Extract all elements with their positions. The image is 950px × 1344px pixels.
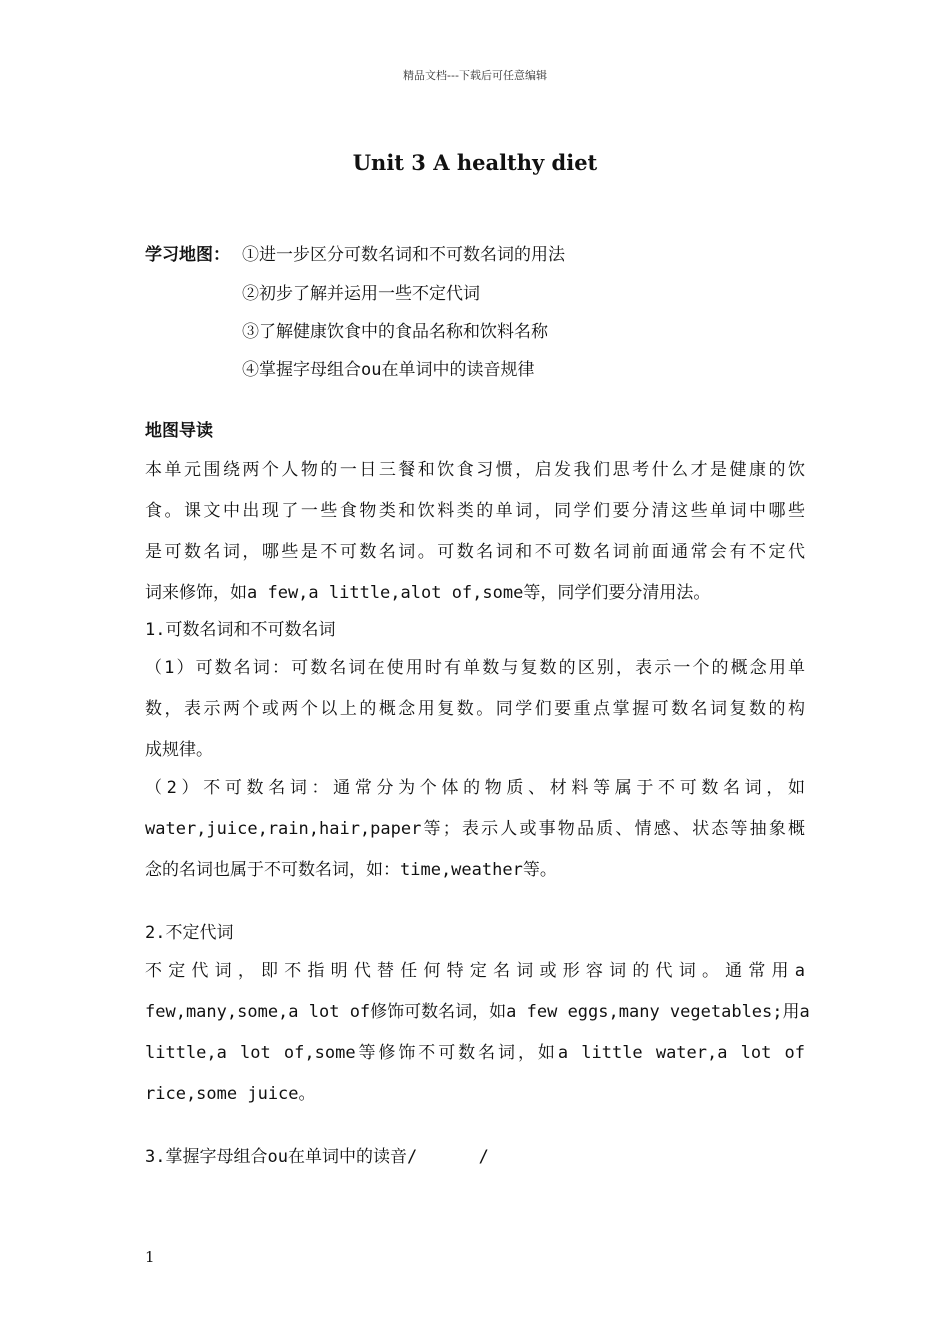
countable-line-2: 数，表示两个或两个以上的概念用复数。同学们要重点掌握可数名词复数的构 xyxy=(145,699,805,719)
page-title: Unit 3 A healthy diet xyxy=(352,150,598,175)
section2-heading: 2.不定代词 xyxy=(145,923,234,943)
page-header-note: 精品文档---下载后可任意编辑 xyxy=(403,69,547,82)
guide-intro-line-3: 是可数名词，哪些是不可数名词。可数名词和不可数名词前面通常会有不定代 xyxy=(145,542,805,562)
guide-intro-line-1: 本单元围绕两个人物的一日三餐和饮食习惯，启发我们思考什么才是健康的饮 xyxy=(145,460,805,480)
page-number: 1 xyxy=(145,1248,155,1266)
guide-intro-line-2: 食。课文中出现了一些食物类和饮料类的单词，同学们要分清这些单词中哪些 xyxy=(145,501,805,521)
countable-line-1: （1）可数名词：可数名词在使用时有单数与复数的区别，表示一个的概念用单 xyxy=(145,658,805,678)
study-map-item-1: ①进一步区分可数名词和不可数名词的用法 xyxy=(242,245,565,265)
section2-line-3: little,a lot of,some等修饰不可数名词，如a little water,a lot of xyxy=(145,1043,805,1063)
section2-line-4: rice,some juice。 xyxy=(145,1084,316,1104)
uncountable-line-1: （2）不可数名词：通常分为个体的物质、材料等属于不可数名词，如 xyxy=(145,778,805,798)
section1-heading: 1.可数名词和不可数名词 xyxy=(145,620,336,640)
guide-intro-line-4: 词来修饰，如a few,a little,alot of,some等，同学们要分清用法。 xyxy=(145,583,711,603)
guide-heading: 地图导读 xyxy=(145,421,213,441)
study-map-item-2: ②初步了解并运用一些不定代词 xyxy=(242,284,480,304)
study-map-item-4: ④掌握字母组合ou在单词中的读音规律 xyxy=(242,360,535,380)
section2-line-1: 不定代词，即不指明代替任何特定名词或形容词的代词。通常用a xyxy=(145,961,805,981)
section3-heading: 3.掌握字母组合ou在单词中的读音/ / xyxy=(145,1147,489,1167)
section2-line-2: few,many,some,a lot of修饰可数名词，如a few eggs,many vegetables;用a xyxy=(145,1002,810,1022)
study-map-item-3: ③了解健康饮食中的食品名称和饮料名称 xyxy=(242,322,548,342)
study-map-label: 学习地图： xyxy=(145,245,230,265)
uncountable-line-3: 念的名词也属于不可数名词，如：time,weather等。 xyxy=(145,860,557,880)
uncountable-line-2: water,juice,rain,hair,paper等；表示人或事物品质、情感、状态等抽象概 xyxy=(145,819,805,839)
countable-line-3: 成规律。 xyxy=(145,740,213,760)
